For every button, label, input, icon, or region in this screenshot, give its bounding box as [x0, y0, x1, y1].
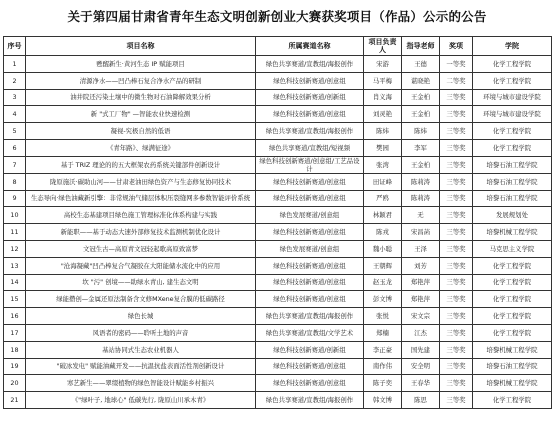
- table-row: [4, 139, 552, 156]
- cell-advisor: 李军: [402, 139, 440, 156]
- cell-index: 5: [4, 123, 26, 140]
- cell-project-name: 绿能攒创—金属还原法制备含文修MXene复合膜的低碳路径: [26, 291, 256, 308]
- page-title: 关于第四届甘肃省青年生态文明创新创业大赛获奖项目（作品）公示的公告: [67, 9, 487, 24]
- cell-award: 三等奖: [440, 375, 473, 392]
- table-row: [4, 56, 552, 73]
- cell-leader: 张湾: [364, 156, 402, 173]
- table-row: [4, 358, 552, 375]
- cell-index: 18: [4, 341, 26, 358]
- header-award: 奖项: [440, 37, 473, 56]
- cell-project-name: 凝视-究极自然的低语: [26, 123, 256, 140]
- cell-track: 绿色科技创新赛道/创意组: [256, 173, 364, 190]
- cell-leader: 宋游: [364, 56, 402, 73]
- cell-project-name: 文冠生古—高原青文冠轻起歌高原致富梦: [26, 240, 256, 257]
- cell-project-name: 风语者的密码——聆听土地的声音: [26, 324, 256, 341]
- cell-award: 三等奖: [440, 240, 473, 257]
- cell-index: 15: [4, 291, 26, 308]
- table-row: [4, 341, 552, 358]
- cell-advisor: 王金柏: [402, 106, 440, 123]
- cell-track: 绿色科技创新赛道/创意组: [256, 291, 364, 308]
- cell-award: 三等奖: [440, 190, 473, 207]
- table-row: [4, 173, 552, 190]
- cell-college: 化学工程学院: [473, 72, 552, 89]
- cell-award: 三等奖: [440, 106, 473, 123]
- cell-leader: 林颖君: [364, 207, 402, 224]
- cell-project-name: 甦醒新生·黄河生态 IP 赋能项目: [26, 56, 256, 73]
- cell-college: 化学工程学院: [473, 274, 552, 291]
- cell-award: 三等奖: [440, 173, 473, 190]
- cell-advisor: 江杰: [402, 324, 440, 341]
- table-row: [4, 257, 552, 274]
- cell-college: 化学工程学院: [473, 123, 552, 140]
- cell-leader: 陈子奕: [364, 375, 402, 392]
- cell-award: 三等奖: [440, 392, 473, 409]
- cell-index: 6: [4, 139, 26, 156]
- cell-index: 4: [4, 106, 26, 123]
- cell-award: 三等奖: [440, 358, 473, 375]
- cell-index: 21: [4, 392, 26, 409]
- cell-project-name: 高校生态基建项目绿色施工管理标准化体系构建与实践: [26, 207, 256, 224]
- cell-leader: 彭文博: [364, 291, 402, 308]
- cell-track: 绿色共享赛道/宣教组/海报创作: [256, 308, 364, 325]
- cell-track: 绿色共享赛道/宣教组/文学艺术: [256, 324, 364, 341]
- cell-college: 培黎机械工程学院: [473, 224, 552, 241]
- cell-leader: 刘灵艳: [364, 106, 402, 123]
- cell-advisor: 王金柏: [402, 156, 440, 173]
- cell-advisor: 陈思: [402, 392, 440, 409]
- table-header-row: [4, 37, 552, 56]
- cell-project-name: 绿色长城: [26, 308, 256, 325]
- cell-leader: 陈戎: [364, 224, 402, 241]
- table-row: [4, 291, 552, 308]
- cell-award: 三等奖: [440, 341, 473, 358]
- cell-college: 培黎机械工程学院: [473, 341, 552, 358]
- table-row: [4, 190, 552, 207]
- cell-index: 14: [4, 274, 26, 291]
- cell-index: 9: [4, 190, 26, 207]
- cell-project-name: "破冰发电" 赋能油藏开发——抗温抗盐表面活性剂创新设计: [26, 358, 256, 375]
- cell-advisor: 王春华: [402, 375, 440, 392]
- cell-track: 绿色发展赛道/创意组: [256, 207, 364, 224]
- cell-college: 环境与城市建设学院: [473, 106, 552, 123]
- cell-advisor: 陈莉涛: [402, 173, 440, 190]
- cell-index: 10: [4, 207, 26, 224]
- table-row: [4, 207, 552, 224]
- cell-track: 绿色科技创新赛道/创意组: [256, 190, 364, 207]
- cell-advisor: 刘芳: [402, 257, 440, 274]
- cell-advisor: 王金柏: [402, 89, 440, 106]
- cell-award: 三等奖: [440, 324, 473, 341]
- cell-leader: 陈炜: [364, 123, 402, 140]
- cell-college: 发展规划处: [473, 207, 552, 224]
- cell-leader: 魏小聪: [364, 240, 402, 257]
- cell-leader: 赵玉龙: [364, 274, 402, 291]
- cell-leader: 韩文博: [364, 392, 402, 409]
- header-index: 序号: [4, 37, 26, 56]
- cell-track: 绿色科技创新赛道/创新组: [256, 341, 364, 358]
- cell-index: 11: [4, 224, 26, 241]
- table-row: [4, 156, 552, 173]
- table-row: [4, 72, 552, 89]
- cell-index: 17: [4, 324, 26, 341]
- header-project-name: 项目名称: [26, 37, 256, 56]
- cell-track: 绿色发展赛道/创意组: [256, 240, 364, 257]
- awards-table: [3, 36, 552, 409]
- cell-advisor: 宋昌菡: [402, 224, 440, 241]
- table-row: [4, 308, 552, 325]
- cell-advisor: 郑艳萍: [402, 274, 440, 291]
- table-row: [4, 89, 552, 106]
- cell-advisor: 谌晓艳: [402, 72, 440, 89]
- header-track: 所属赛道名称: [256, 37, 364, 56]
- table-row: [4, 324, 552, 341]
- cell-index: 2: [4, 72, 26, 89]
- cell-award: 三等奖: [440, 123, 473, 140]
- cell-leader: 南作伟: [364, 358, 402, 375]
- cell-leader: 严鸥: [364, 190, 402, 207]
- table-row: [4, 224, 552, 241]
- cell-college: 化学工程学院: [473, 257, 552, 274]
- cell-award: 三等奖: [440, 274, 473, 291]
- cell-project-name: 寒艺新生——翠缀植物的绿色智能设计赋能乡村振兴: [26, 375, 256, 392]
- cell-award: 三等奖: [440, 257, 473, 274]
- cell-award: 三等奖: [440, 291, 473, 308]
- cell-track: 绿色科技创新赛道/创意组/工艺品设计: [256, 156, 364, 173]
- cell-advisor: 王德: [402, 56, 440, 73]
- cell-track: 绿色科技创新赛道/创意组: [256, 274, 364, 291]
- cell-leader: 王朝辉: [364, 257, 402, 274]
- cell-project-name: 坎 "污" 创境——助绿水青山, 建生态文明: [26, 274, 256, 291]
- cell-index: 8: [4, 173, 26, 190]
- cell-track: 绿色共享赛道/宣教组/海报创作: [256, 56, 364, 73]
- cell-college: 马克思主义学院: [473, 240, 552, 257]
- cell-leader: 张悦: [364, 308, 402, 325]
- cell-track: 绿色科技创新赛道/创新组: [256, 89, 364, 106]
- cell-project-name: 《"绿叶子, 地球心" 低碳先行, 陇原山川承木青》: [26, 392, 256, 409]
- cell-leader: 李正豪: [364, 341, 402, 358]
- header-leader: 项目负责人: [364, 37, 402, 56]
- cell-track: 绿色科技创新赛道/创意组: [256, 106, 364, 123]
- cell-track: 绿色科技创新赛道/创意组: [256, 72, 364, 89]
- cell-leader: 田证峰: [364, 173, 402, 190]
- cell-track: 绿色科技创新赛道/创意组: [256, 224, 364, 241]
- cell-advisor: 宋文宗: [402, 308, 440, 325]
- cell-college: 培黎石油工程学院: [473, 358, 552, 375]
- cell-index: 1: [4, 56, 26, 73]
- cell-project-name: 《青年路》、绿满征途》: [26, 139, 256, 156]
- cell-college: 化学工程学院: [473, 392, 552, 409]
- cell-advisor: 无: [402, 207, 440, 224]
- header-college: 学院: [473, 37, 552, 56]
- cell-award: 三等奖: [440, 139, 473, 156]
- cell-college: 培黎机械工程学院: [473, 375, 552, 392]
- cell-leader: 肖义海: [364, 89, 402, 106]
- table-row: [4, 106, 552, 123]
- table-row: [4, 240, 552, 257]
- cell-college: 培黎石油工程学院: [473, 156, 552, 173]
- cell-college: 化学工程学院: [473, 56, 552, 73]
- cell-college: 化学工程学院: [473, 324, 552, 341]
- cell-advisor: 陈莉涛: [402, 190, 440, 207]
- cell-project-name: "沧海凝藏"凹凸棒复合气凝胶在大阳能储水流化中的应用: [26, 257, 256, 274]
- cell-project-name: 生态导向·绿色油藏新引擎：非常规油气储层体积压裂缝网多参数智能评价系统: [26, 190, 256, 207]
- cell-award: 三等奖: [440, 89, 473, 106]
- cell-advisor: 安全明: [402, 358, 440, 375]
- cell-index: 19: [4, 358, 26, 375]
- cell-college: 化学工程学院: [473, 308, 552, 325]
- cell-college: 培黎石油工程学院: [473, 173, 552, 190]
- cell-college: 培黎石油工程学院: [473, 190, 552, 207]
- cell-project-name: 新能职——基于动态大速外部修复技术监测机制优化设计: [26, 224, 256, 241]
- cell-project-name: 基于 TRIZ 理论的的五大框架农药系统关键部件创新设计: [26, 156, 256, 173]
- table-row: [4, 392, 552, 409]
- cell-index: 3: [4, 89, 26, 106]
- cell-track: 绿色共享赛道/宣教组/海报创作: [256, 123, 364, 140]
- cell-advisor: 国先建: [402, 341, 440, 358]
- cell-track: 绿色科技创新赛道/创意组: [256, 375, 364, 392]
- cell-leader: 马平梅: [364, 72, 402, 89]
- cell-index: 13: [4, 257, 26, 274]
- cell-award: 三等奖: [440, 224, 473, 241]
- cell-college: 环境与城市建设学院: [473, 89, 552, 106]
- cell-project-name: 油井院还污染土壤中的微生物对石油降解效果分析: [26, 89, 256, 106]
- cell-index: 12: [4, 240, 26, 257]
- cell-track: 绿色科技创新赛道/创意组: [256, 358, 364, 375]
- cell-index: 7: [4, 156, 26, 173]
- cell-index: 20: [4, 375, 26, 392]
- cell-college: 化学工程学院: [473, 139, 552, 156]
- cell-advisor: 郑艳萍: [402, 291, 440, 308]
- cell-index: 16: [4, 308, 26, 325]
- table-row: [4, 375, 552, 392]
- cell-award: 二等奖: [440, 72, 473, 89]
- cell-leader: 樊园: [364, 139, 402, 156]
- cell-project-name: 陇原施沃·碳助山河——甘肃老油田绿色资产与生态修复协同技术: [26, 173, 256, 190]
- table-row: [4, 123, 552, 140]
- cell-project-name: 基站协同式生态农业机器人: [26, 341, 256, 358]
- cell-project-name: 清源净水——凹凸棒石复合净水产品的研制: [26, 72, 256, 89]
- cell-award: 三等奖: [440, 308, 473, 325]
- cell-track: 绿色共享赛道/宣教组/短视频: [256, 139, 364, 156]
- cell-project-name: 新 "式工厂物" —智能农业快速检测: [26, 106, 256, 123]
- cell-advisor: 王泽: [402, 240, 440, 257]
- header-advisor: 指导老师: [402, 37, 440, 56]
- cell-track: 绿色共享赛道/宣教组/海报创作: [256, 392, 364, 409]
- cell-award: 三等奖: [440, 156, 473, 173]
- cell-college: 化学工程学院: [473, 291, 552, 308]
- cell-advisor: 陈炜: [402, 123, 440, 140]
- cell-leader: 郑楠: [364, 324, 402, 341]
- cell-track: 绿色科技创新赛道/创意组: [256, 257, 364, 274]
- cell-award: 三等奖: [440, 207, 473, 224]
- table-row: [4, 274, 552, 291]
- cell-award: 一等奖: [440, 56, 473, 73]
